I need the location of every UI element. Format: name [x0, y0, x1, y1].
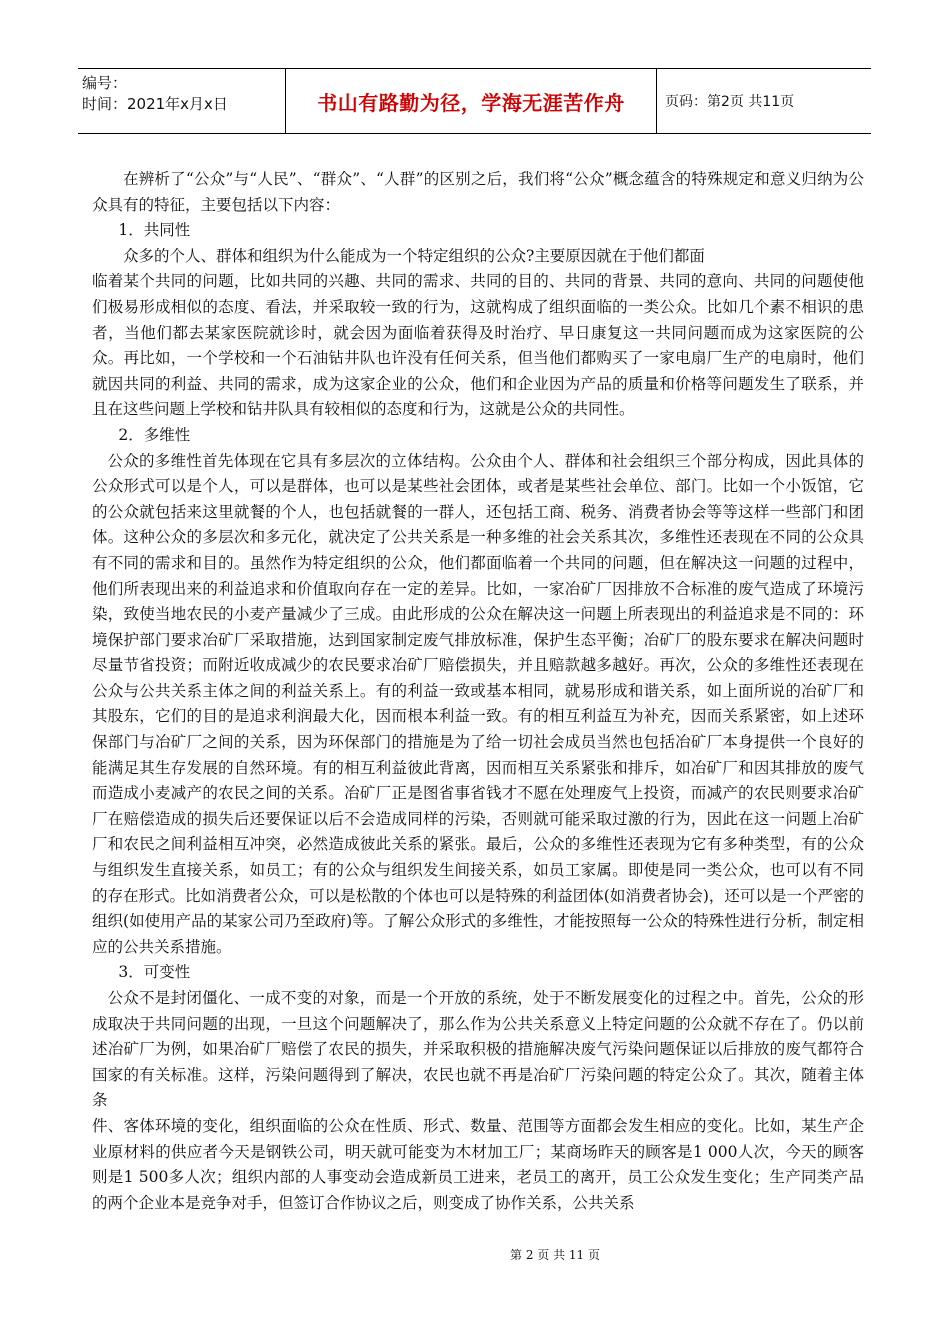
paragraph-multidimensionality: 公众的多维性首先体现在它具有多层次的立体结构。公众由个人、群体和社会组织三个部分构成，因此具体的公众形式可以是个人，可以是群体，也可以是某些社会团体，或者是某些社会单位、部门。比如一个小饭馆，它的公众就包括来这里就餐的个人，也包括就餐的一群人，还包括工商、税务、消费者协会等等这样一些部门和团体。这种公众的多层次和多元化，就决定了公共关系是一种多维的社会关系其次，多维性还表现在不同的公众具有不同的需求和目的。虽然作为特定组织的公众，他们都面临着一个共同的问题，但在解决这一问题的过程中，他们所表现出来的利益追求和价值取向存在一定的差异。比如，一家冶矿厂因排放不合标准的废气造成了环境污染，致使当地农民的小麦产量减少了三成。由此形成的公众在解决这一问题上所表现出的利益追求是不同的：环境保护部门要求冶矿厂采取措施，达到国家制定废气排放标准，保护生态平衡；冶矿厂的股东要求在解决问题时尽量节省投资；而附近收成减少的农民要求冶矿厂赔偿损失，并且赔款越多越好。再次，公众的多维性还表现在公众与公共关系主体之间的利益关系上。有的利益一致或基本相同，就易形成和谐关系，如上面所说的冶矿厂和其股东，它们的目的是追求利润最大化，因而根本利益一致。有的相互利益互为补充，因而关系紧密，如上述环保部门与冶矿厂之间的关系，因为环保部门的措施是为了给一切社会成员当然也包括冶矿厂本身提供一个良好的能满足其生存发展的自然环境。有的相互利益彼此背离，因而相互关系紧张和排斥，如冶矿厂和因其排放的废气而造成小麦减产的农民之间的关系。冶矿厂正是图省事省钱才不愿在处理废气上投资，而减产的农民则要求冶矿厂在赔偿造成的损失后还要保证以后不会造成同样的污染，否则就可能采取过激的行为，因此在这一问题上冶矿厂和农民之间利益相互冲突，必然造成彼此关系的紧张。最后，公众的多维性还表现为它有多种类型，有的公众与组织发生直接关系，如员工；有的公众与组织发生间接关系，如员工家属。即使是同一类公众，也可以有不同的存在形式。比如消费者公众，可以是松散的个体也可以是特殊的利益团体(如消费者协会)，还可以是一个严密的组织(如使用产品的某家公司乃至政府)等。了解公众形式的多维性，才能按照每一公众的特殊性进行分析，制定相应的公共关系措施。 — [92, 451, 864, 956]
page-header — [78, 68, 871, 134]
intro-paragraph: 在辨析了“公众”与“人民”、“群众”、“人群”的区别之后，我们将“公众”概念蕴含的特殊规定和意义归纳为公众具有的特征，主要包括以下内容： — [92, 170, 864, 214]
paragraph-commonality-first-line: 众多的个人、群体和组织为什么能成为一个特定组织的公众?主要原因就在于他们都面 — [123, 246, 705, 265]
section-heading-multidimensionality: 2．多维性 — [118, 425, 191, 444]
paragraph-commonality: 临着某个共同的问题，比如共同的兴趣、共同的需求、共同的目的、共同的背景、共同的意向、共同的问题使他们极易形成相似的态度、看法，并采取较一致的行为，这就构成了组织面临的一类公众。比如几个素不相识的患者，当他们都去某家医院就诊时，就会因为面临着获得及时治疗、早日康复这一共同问题而成为这家医院的公众。再比如，一个学校和一个石油钻井队也许没有任何关系，但当他们都购买了一家电扇厂生产的电扇时，他们就因共同的利益、共同的需求，成为这家企业的公众，他们和企业因为产品的质量和价格等问题发生了联系，并且在这些问题上学校和钻井队具有较相似的态度和行为，这就是公众的共同性。 — [92, 272, 864, 419]
page-footer: 第 2 页 共 11 页 — [510, 1248, 600, 1262]
section-heading-variability: 3．可变性 — [118, 963, 191, 982]
header-page-info: 页码：第2页 共11页 — [665, 94, 795, 110]
header-motto: 书山有路勤为径，学海无涯苦作舟 — [286, 69, 657, 133]
document-body — [92, 167, 864, 1216]
document-time-label: 时间：2021年x月x日 — [82, 95, 228, 113]
section-heading-commonality: 1．共同性 — [118, 221, 191, 240]
paragraph-variability-part2: 件、客体环境的变化，组织面临的公众在性质、形式、数量、范围等方面都会发生相应的变化。比如，某生产企业原材料的供应者今天是钢铁公司，明天就可能变为木材加工厂；某商场昨天的顾客是1 000人次，今天的顾客则是1 500多人次；组织内部的人事变动会造成新员工进来，老员工的离开，员工公众发生变化；生产同类产品的两个企业本是竞争对手，但签订合作协议之后，则变成了协作关系，公共关系 — [92, 1116, 864, 1212]
document-number-label: 编号： — [82, 74, 128, 92]
header-meta — [78, 69, 286, 133]
paragraph-variability-part1: 公众不是封闭僵化、一成不变的对象，而是一个开放的系统，处于不断发展变化的过程之中。首先，公众的形成取决于共同问题的出现，一旦这个问题解决了，那么作为公共关系意义上特定问题的公众就不存在了。仍以前述冶矿厂为例，如果冶矿厂赔偿了农民的损失，并采取积极的措施解决废气污染问题保证以后排放的废气都符合国家的有关标准。这样，污染问题得到了解决，农民也就不再是冶矿厂污染问题的特定公众了。其次，随着主体条 — [92, 989, 864, 1110]
